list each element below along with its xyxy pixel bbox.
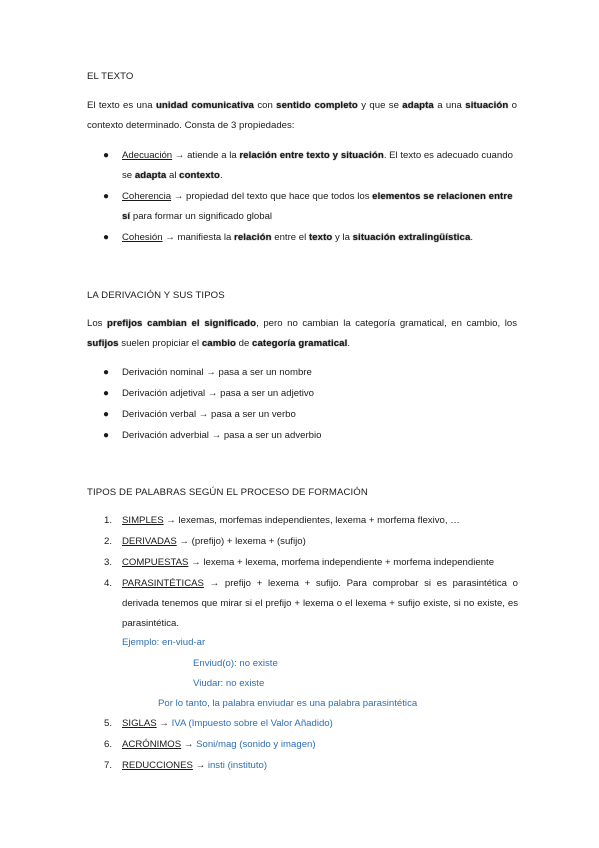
example-label: Ejemplo: en-viud-ar <box>122 637 206 648</box>
list-item-derivadas: 2. DERIVADAS → (prefijo) + lexema + (sufijo) <box>104 536 306 547</box>
list-item-compuestas: 3. COMPUESTAS → lexema + lexema, morfema independiente + morfema independiente <box>104 557 495 568</box>
list-item-derivacion-adjetival: ● Derivación adjetival → pasa a ser un adjetivo <box>122 384 518 404</box>
bullet-icon: ● <box>103 430 110 441</box>
section-title-texto: EL TEXTO <box>87 71 134 82</box>
section-title-derivacion: LA DERIVACIÓN Y SUS TIPOS <box>87 290 225 301</box>
list-item-derivacion-nominal: ● Derivación nominal → pasa a ser un nombre <box>122 363 518 383</box>
bullet-icon: ● <box>103 367 110 378</box>
bullet-icon: ● <box>103 191 110 202</box>
example-conclusion: Por lo tanto, la palabra enviudar es una palabra parasintética <box>158 698 418 709</box>
list-item-cohesion: ● Cohesión → manifiesta la relación entre el texto y la situación extralingüística. <box>122 228 518 248</box>
list-item-coherencia: ● Coherencia → propiedad del texto que hace que todos los elementos se relacionen entre sí para formar un significado global <box>122 187 518 227</box>
list-item-adecuacion: ● Adecuación → atiende a la relación entre texto y situación. El texto es adecuado cuando se adapta al contexto. <box>122 146 518 186</box>
bullet-icon: ● <box>103 409 110 420</box>
bullet-icon: ● <box>103 232 110 243</box>
example-line-1: Enviud(o): no existe <box>193 658 278 669</box>
derivacion-intro: Los prefijos cambian el significado, pero no cambian la categoría gramatical, en cambio, los sufijos suelen propiciar el cambio de categoría gramatical. <box>87 318 517 349</box>
list-item-derivacion-verbal: ● Derivación verbal → pasa a ser un verbo <box>122 405 518 425</box>
list-item-simples: 1. SIMPLES → lexemas, morfemas independientes, lexema + morfema flexivo, … <box>104 515 460 526</box>
texto-intro: El texto es una unidad comunicativa con sentido completo y que se adapta a una situación o contexto determinado. Consta de 3 propiedades: <box>87 100 517 131</box>
list-item-parasinteticas: 4. PARASINTÉTICAS → prefijo + lexema + sufijo. Para comprobar si es parasintética o derivada tenemos que mirar si el prefijo + lexema o el lexema + sufijo existe, si no existe, es parasintética. <box>104 578 518 629</box>
list-item-reducciones: 7. REDUCCIONES → insti (instituto) <box>104 760 268 771</box>
section-title-tipos: TIPOS DE PALABRAS SEGÚN EL PROCESO DE FORMACIÓN <box>87 487 368 498</box>
example-line-2: Viudar: no existe <box>193 678 265 689</box>
list-item-siglas: 5. SIGLAS → IVA (Impuesto sobre el Valor Añadido) <box>104 718 333 729</box>
list-item-derivacion-adverbial: ● Derivación adverbial → pasa a ser un adverbio <box>122 426 518 446</box>
bullet-icon: ● <box>103 388 110 399</box>
bullet-icon: ● <box>103 150 110 161</box>
list-item-acronimos: 6. ACRÓNIMOS → Soni/mag (sonido y imagen) <box>104 739 316 750</box>
